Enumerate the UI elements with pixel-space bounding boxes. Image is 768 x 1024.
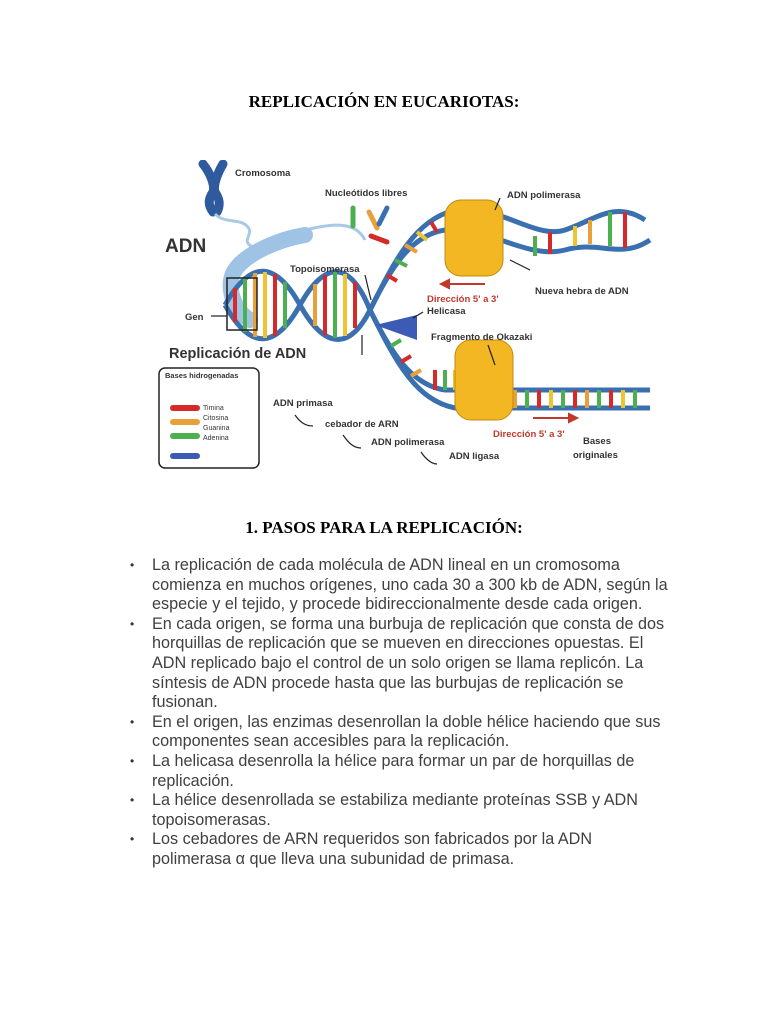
label-ligasa: ADN ligasa	[449, 451, 500, 462]
label-cebador: cebador de ARN	[325, 419, 399, 430]
label-cromosoma: Cromosoma	[235, 168, 291, 179]
legend-citosina: Citosina	[203, 415, 229, 422]
label-originales: originales	[573, 450, 618, 461]
label-helicasa: Helicasa	[427, 306, 466, 317]
list-item	[130, 830, 670, 869]
bullet-dot: •	[130, 793, 135, 808]
legend-timina: Timina	[203, 405, 224, 412]
diagram-svg	[155, 160, 655, 475]
list-item	[130, 615, 670, 713]
section-title: 1. PASOS PARA LA REPLICACIÓN:	[245, 518, 523, 537]
list-item	[130, 791, 670, 830]
label-nucleotidos: Nucleótidos libres	[325, 188, 408, 199]
chromosome-icon	[203, 164, 223, 212]
helix-left	[225, 271, 370, 339]
list-item-text: En el origen, las enzimas desenrollan la doble hélice haciendo que sus componentes sean accesibles para la replicación.	[152, 712, 661, 751]
legend-guanina: Guanina	[203, 425, 230, 432]
polymerase-top-icon	[445, 200, 503, 276]
list-item-text: Los cebadores de ARN requeridos son fabricados por la ADN polimerasa α que lleva una subunidad de primasa.	[152, 830, 593, 868]
label-primasa: ADN primasa	[273, 398, 333, 409]
list-item-text: En cada origen, se forma una burbuja de replicación que consta de dos horquillas de replicación que se mueven en direcciones opuestas. El ADN replicado bajo el control de un solo origen se llama replicón. La síntesis de ADN procede hasta que las burbujas de replicación se fusionan.	[152, 614, 665, 712]
list-item	[130, 713, 670, 752]
label-replicacion: Replicación de ADN	[169, 346, 307, 362]
label-gen: Gen	[185, 312, 204, 323]
polymerase-bottom-icon	[455, 340, 513, 420]
label-bases: Bases	[583, 436, 611, 447]
label-direccion-bottom: Dirección 5' a 3'	[493, 429, 565, 440]
bullet-list	[130, 556, 670, 870]
page-title: REPLICACIÓN EN EUCARIOTAS:	[248, 92, 520, 111]
label-bases-hidrogenadas: Bases hidrogenadas	[165, 371, 239, 380]
free-nucleotides-icon	[353, 208, 387, 242]
label-direccion-top: Dirección 5' a 3'	[427, 294, 499, 305]
label-polimerasa-top: ADN polimerasa	[507, 190, 581, 201]
list-item	[130, 556, 670, 615]
bullet-dot: •	[130, 753, 135, 768]
label-polimerasa-bottom: ADN polimerasa	[371, 437, 445, 448]
label-adn: ADN	[165, 236, 207, 257]
bullet-dot: •	[130, 714, 135, 729]
label-topoisomerasa: Topoisomerasa	[290, 264, 360, 275]
list-item-text: La replicación de cada molécula de ADN lineal en un cromosoma comienza en muchos orígenes, uno cada 30 a 300 kb de ADN, según la especie y el tejido, y procede bidireccionalmente desde cada origen.	[152, 556, 668, 614]
list-item-text: La hélice desenrollada se estabiliza mediante proteínas SSB y ADN topoisomerasas.	[152, 791, 638, 829]
bullet-dot: •	[130, 616, 135, 631]
label-nueva-hebra: Nueva hebra de ADN	[535, 286, 629, 297]
bullet-dot: •	[130, 558, 135, 572]
legend-adenina: Adenina	[203, 435, 229, 442]
list-item-text: La helicasa desenrolla la hélice para formar un par de horquillas de replicación.	[152, 751, 635, 790]
label-fragmento: Fragmento de Okazaki	[431, 332, 533, 343]
list-item	[130, 752, 670, 791]
bullet-dot: •	[130, 832, 135, 847]
dna-replication-diagram	[155, 160, 655, 475]
